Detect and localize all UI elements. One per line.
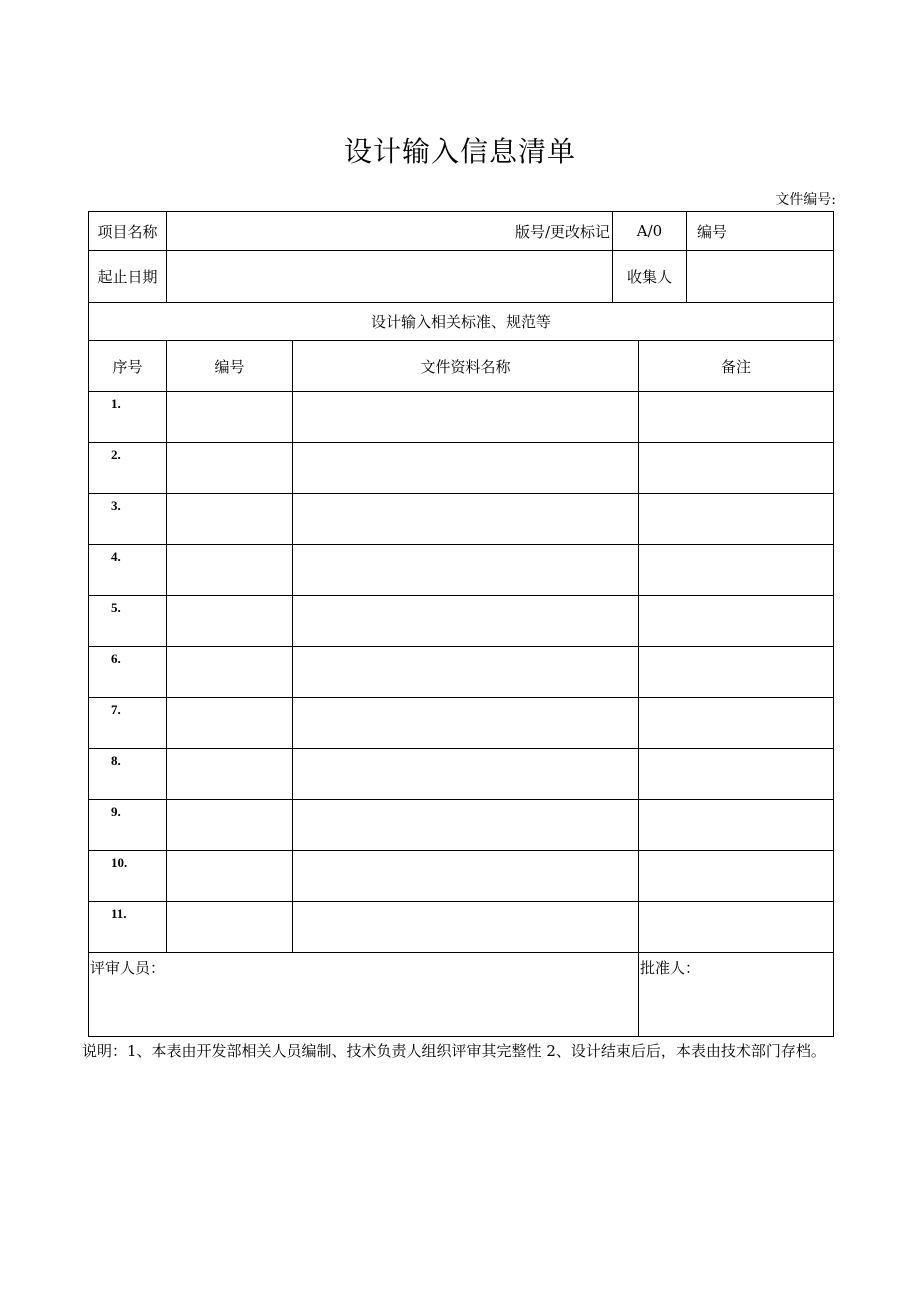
collector-value[interactable] (687, 251, 834, 303)
date-value[interactable] (167, 251, 613, 303)
row-seq: 2. (89, 443, 167, 494)
column-header-remarks: 备注 (639, 341, 834, 392)
row-doc-name-cell[interactable] (293, 494, 639, 545)
number-label[interactable]: 编号 (687, 212, 834, 251)
version-label: 版号/更改标记 (514, 222, 610, 241)
table-row (89, 545, 834, 596)
table-row (89, 698, 834, 749)
row-remarks-cell[interactable] (639, 596, 834, 647)
row-doc-name-cell[interactable] (293, 800, 639, 851)
row-remarks-cell[interactable] (639, 902, 834, 953)
row-number-cell[interactable] (167, 392, 293, 443)
row-seq: 9. (89, 800, 167, 851)
row-seq: 5. (89, 596, 167, 647)
row-number-cell[interactable] (167, 749, 293, 800)
row-seq: 4. (89, 545, 167, 596)
row-number-cell[interactable] (167, 800, 293, 851)
date-label: 起止日期 (89, 251, 167, 303)
row-remarks-cell[interactable] (639, 800, 834, 851)
row-doc-name-cell[interactable] (293, 545, 639, 596)
table-row (89, 596, 834, 647)
row-number-cell[interactable] (167, 545, 293, 596)
row-seq: 10. (89, 851, 167, 902)
reviewers-label: 评审人员： (90, 959, 166, 977)
row-seq: 3. (89, 494, 167, 545)
table-row (89, 494, 834, 545)
row-doc-name-cell[interactable] (293, 596, 639, 647)
row-doc-name-cell[interactable] (293, 851, 639, 902)
row-doc-name-cell[interactable] (293, 902, 639, 953)
section-title-row (89, 303, 834, 341)
row-doc-name-cell[interactable] (293, 443, 639, 494)
project-name-label: 项目名称 (89, 212, 167, 251)
row-remarks-cell[interactable] (639, 494, 834, 545)
signature-row (89, 953, 834, 1037)
row-seq: 7. (89, 698, 167, 749)
row-remarks-cell[interactable] (639, 851, 834, 902)
row-number-cell[interactable] (167, 698, 293, 749)
table-row (89, 851, 834, 902)
row-number-cell[interactable] (167, 596, 293, 647)
row-doc-name-cell[interactable] (293, 392, 639, 443)
row-seq: 8. (89, 749, 167, 800)
row-seq: 6. (89, 647, 167, 698)
section-title: 设计输入相关标准、规范等 (89, 303, 834, 341)
row-number-cell[interactable] (167, 494, 293, 545)
row-doc-name-cell[interactable] (293, 698, 639, 749)
column-header-doc-name: 文件资料名称 (293, 341, 639, 392)
row-number-cell[interactable] (167, 851, 293, 902)
row-number-cell[interactable] (167, 902, 293, 953)
table-row (89, 902, 834, 953)
approver-cell[interactable] (639, 953, 834, 1037)
row-seq: 1. (89, 392, 167, 443)
table-row (89, 749, 834, 800)
column-header-seq: 序号 (89, 341, 167, 392)
row-remarks-cell[interactable] (639, 443, 834, 494)
row-remarks-cell[interactable] (639, 698, 834, 749)
page-title: 设计输入信息清单 (343, 135, 576, 168)
version-label-cell[interactable] (167, 212, 613, 251)
row-remarks-cell[interactable] (639, 749, 834, 800)
header-row-2 (89, 251, 834, 303)
rows-body (89, 392, 834, 953)
row-doc-name-cell[interactable] (293, 749, 639, 800)
input-info-form (88, 211, 834, 1037)
approver-label: 批准人： (640, 959, 701, 977)
footnote: 说明：1、本表由开发部相关人员编制、技术负责人组织评审其完整性 2、设计结束后后，本表由技术部门存档。 (82, 1042, 826, 1060)
version-value[interactable]: A/0 (613, 212, 687, 251)
table-row (89, 647, 834, 698)
table-row (89, 392, 834, 443)
row-remarks-cell[interactable] (639, 392, 834, 443)
row-number-cell[interactable] (167, 647, 293, 698)
header-row-1 (89, 212, 834, 251)
row-remarks-cell[interactable] (639, 545, 834, 596)
table-row (89, 800, 834, 851)
document-number-label: 文件编号: (775, 192, 836, 208)
row-number-cell[interactable] (167, 443, 293, 494)
collector-label: 收集人 (613, 251, 687, 303)
row-doc-name-cell[interactable] (293, 647, 639, 698)
reviewers-cell[interactable] (89, 953, 639, 1037)
table-row (89, 443, 834, 494)
row-seq: 11. (89, 902, 167, 953)
row-remarks-cell[interactable] (639, 647, 834, 698)
column-header-number: 编号 (167, 341, 293, 392)
column-header-row (89, 341, 834, 392)
